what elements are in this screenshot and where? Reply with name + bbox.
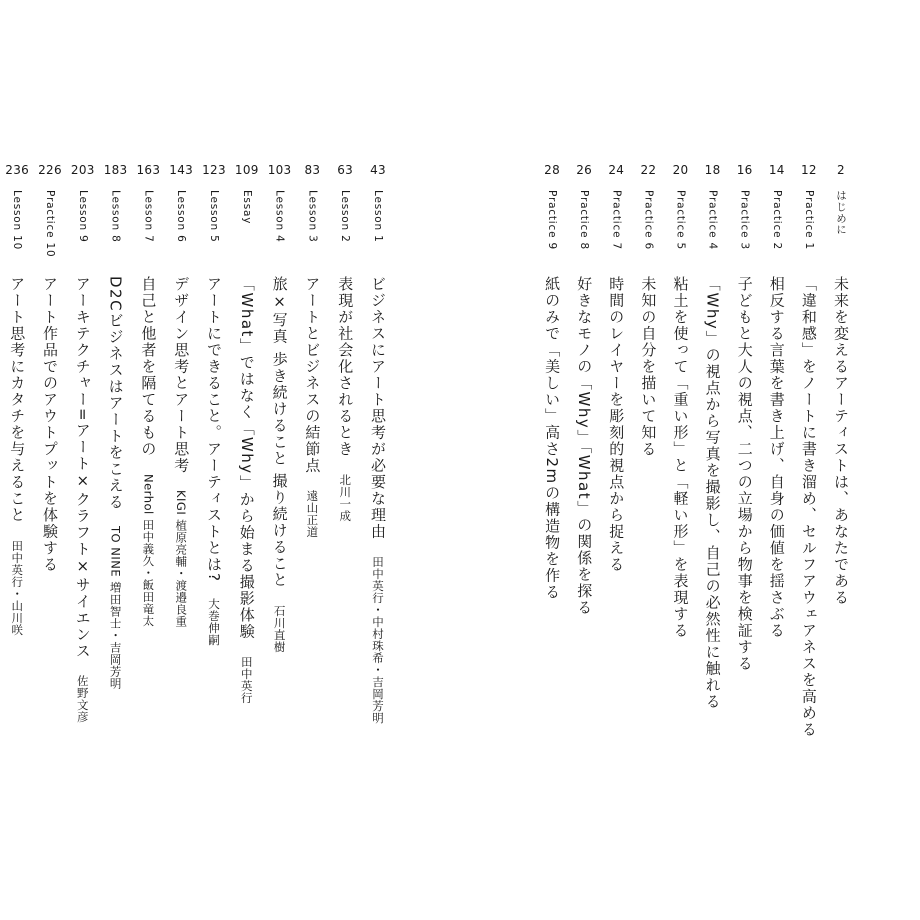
toc-entry (362, 163, 394, 903)
entry-author: 田中英行・中村珠希・吉岡芳明 (371, 556, 385, 724)
entry-body (736, 276, 754, 672)
entry-title: 旅×写真 歩き続けること 撮り続けること (270, 276, 289, 589)
entry-title: 相反する言葉を書き上げ、自身の価値を揺さぶる (767, 276, 786, 639)
entry-body (639, 276, 657, 458)
page-number: 2 (837, 163, 845, 177)
page-number: 43 (370, 163, 386, 177)
entry-title: アート作品でのアウトプットを体験する (41, 276, 59, 573)
entry-author: 佐野文彦 (75, 675, 90, 724)
page-number: 109 (234, 163, 259, 177)
toc-entry (568, 163, 600, 903)
entry-label: Lesson 7 (142, 190, 155, 243)
entry-author: 田中英行・山川咲 (10, 539, 25, 636)
entry-label: Lesson 8 (109, 190, 122, 243)
toc-entry (825, 163, 857, 903)
entry-label: Lesson 3 (306, 190, 319, 243)
entry-title: 自己と他者を隔てるもの (139, 276, 158, 458)
entry-body (336, 276, 354, 522)
entry-body (575, 276, 593, 616)
toc-entry (632, 163, 664, 903)
toc-entry (665, 163, 697, 903)
page-number: 226 (38, 163, 62, 177)
toc-entry (198, 163, 230, 903)
entry-title: 表現が社会化されるとき (336, 276, 355, 458)
entry-author: 石川直樹 (272, 604, 287, 653)
entry-body (704, 276, 722, 710)
entry-author: 遠山正道 (305, 490, 320, 538)
page-number: 24 (608, 163, 625, 177)
entry-title: デザイン思考とアート思考 (172, 276, 191, 474)
entry-body (41, 276, 59, 573)
entry-title: アートにできること。アーティストとは? (205, 276, 223, 583)
toc-entry (100, 163, 132, 903)
entry-body (271, 276, 289, 653)
entry-title: アート思考にカタチを与えること (8, 276, 27, 524)
entry-body (607, 276, 625, 573)
page-number: 83 (304, 163, 321, 177)
entry-title: アートとビジネスの結節点 (303, 276, 322, 474)
entry-label: Lesson 9 (76, 190, 89, 243)
entry-title: 子どもと大人の視点、二つの立場から物事を検証する (735, 276, 754, 672)
page-number: 63 (337, 163, 354, 177)
entry-title: 「What」ではなく「Why」から始まる撮影体験 (237, 276, 256, 640)
entry-label: Practice 7 (610, 190, 623, 250)
page-number: 12 (800, 163, 817, 177)
toc-entry (536, 163, 568, 903)
toc-entry (264, 163, 296, 903)
entry-body (74, 276, 92, 723)
entry-label: Lesson 10 (11, 190, 24, 251)
toc-entry (729, 163, 761, 903)
entry-title: 「違和感」をノートに書き溜め、セルフアウェアネスを高める (799, 276, 818, 738)
entry-body (672, 276, 690, 639)
entry-body (8, 276, 26, 636)
entry-label: Lesson 5 (208, 190, 220, 243)
entry-body (238, 276, 256, 704)
entry-label: Practice 5 (674, 190, 687, 250)
page-number: 183 (103, 163, 128, 177)
entry-label: Practice 10 (44, 190, 56, 258)
entry-body (205, 276, 223, 646)
entry-body (303, 276, 321, 538)
entry-label: Practice 1 (802, 190, 815, 250)
entry-title: 粘土を使って「重い形」と「軽い形」を表現する (671, 276, 690, 639)
toc-entry (67, 163, 99, 903)
entry-title: 未知の自分を描いて知る (639, 276, 658, 458)
page-number: 28 (544, 163, 561, 177)
page-number: 143 (169, 163, 194, 177)
entry-body (107, 276, 125, 689)
entry-label: Lesson 4 (273, 190, 286, 243)
entry-label: Essay (240, 190, 253, 225)
toc-entry (329, 163, 361, 903)
entry-title: 未来を変えるアーティストは、あなたである (832, 276, 850, 606)
toc-entry (132, 163, 164, 903)
entry-body (543, 276, 561, 600)
entry-author: 北川一成 (338, 473, 353, 522)
entry-label: Practice 6 (642, 190, 655, 250)
entry-author: 田中英行 (239, 655, 254, 704)
entry-label: Lesson 2 (339, 190, 352, 243)
page-number: 16 (736, 163, 753, 177)
page-number: 203 (70, 163, 95, 177)
entry-title: D2Cビジネスはアートをこえる (106, 276, 125, 511)
entry-body (369, 276, 387, 724)
page-number: 22 (640, 163, 657, 177)
entry-label: Practice 8 (578, 190, 591, 250)
toc-entry (793, 163, 825, 903)
toc-entry (1, 163, 33, 903)
toc-entry (231, 163, 263, 903)
entry-author: Nerhol 田中義久・飯田竜太 (141, 473, 156, 627)
entry-title: 好きなモノの「Why」「What」の関係を探る (575, 276, 594, 616)
entry-label: Practice 2 (770, 190, 783, 250)
page-number: 26 (576, 163, 593, 177)
page-number: 123 (202, 163, 226, 177)
toc-entry (761, 163, 793, 903)
page-number: 163 (136, 163, 161, 177)
entry-body (832, 276, 850, 606)
entry-label: Practice 3 (738, 190, 751, 250)
entry-author: KIGI 植原亮輔・渡邉良重 (174, 490, 189, 628)
toc-entry (165, 163, 197, 903)
toc-entry (697, 163, 729, 903)
entry-label: Practice 9 (546, 190, 559, 250)
entry-title: アーキテクチャー=アート×クラフト×サイエンス (73, 276, 92, 660)
entry-label: Lesson 1 (372, 190, 384, 243)
entry-author: TO NINE 増田智士・吉岡芳明 (108, 526, 123, 690)
entry-title: 紙のみで「美しい」高さ2mの構造物を作る (543, 276, 562, 601)
page-number: 18 (704, 163, 721, 177)
page-number: 236 (5, 163, 30, 177)
entry-label: Practice 4 (706, 190, 719, 250)
entry-title: ビジネスにアート思考が必要な理由 (369, 276, 387, 540)
toc-entry (600, 163, 632, 903)
toc-entry (34, 163, 66, 903)
entry-author: 大巻伸嗣 (207, 598, 221, 647)
entry-body (139, 276, 157, 626)
entry-body (800, 276, 818, 738)
page-number: 103 (267, 163, 292, 177)
toc-entry (296, 163, 328, 903)
entry-label: はじめに (835, 190, 847, 236)
entry-title: 時間のレイヤーを彫刻的視点から捉える (607, 276, 626, 573)
entry-body (768, 276, 786, 639)
entry-title: 「Why」の視点から写真を撮影し、自己の必然性に触れる (703, 276, 722, 710)
page-number: 14 (768, 163, 785, 177)
entry-body (172, 276, 190, 627)
page-number: 20 (672, 163, 689, 177)
entry-label: Lesson 6 (175, 190, 188, 243)
